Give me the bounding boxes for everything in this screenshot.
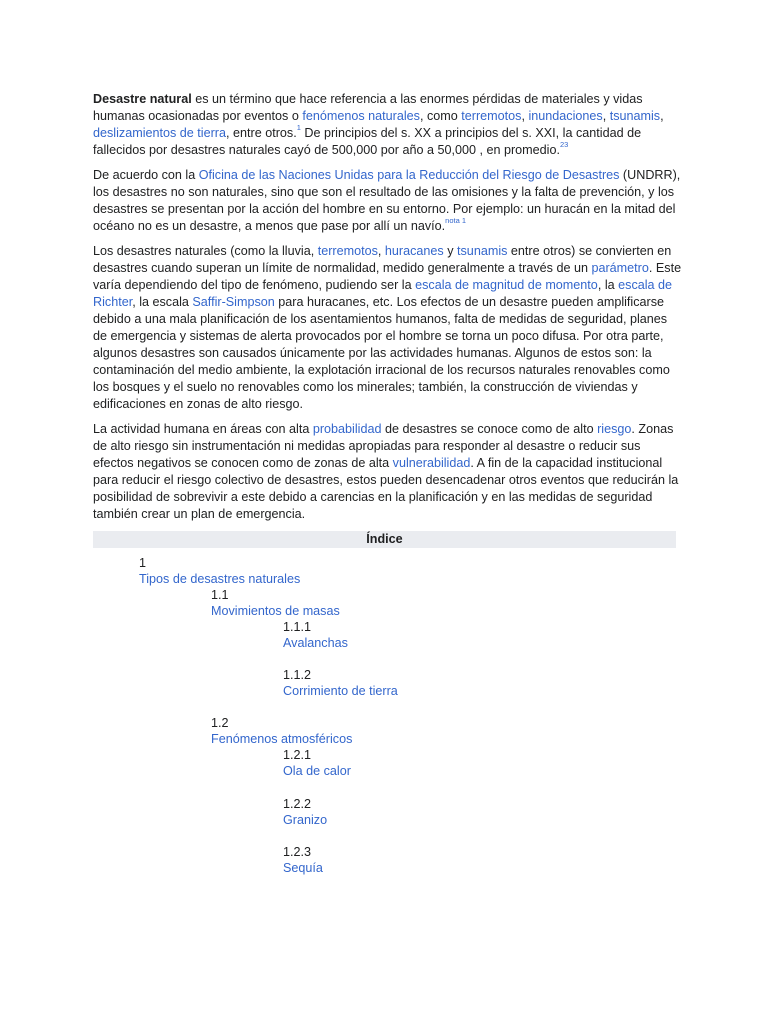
toc-title: Índice: [93, 531, 676, 548]
text-run: es un término que hace referencia a las enormes pérdidas de materiales y vidas humanas ocasionadas por eventos o: [93, 92, 643, 123]
toc-entry-1[interactable]: [139, 555, 300, 587]
text-run: ,: [377, 244, 385, 258]
toc-entry-1-1-1[interactable]: [283, 619, 348, 651]
link-escala-magnitud-momento[interactable]: escala de magnitud de momento: [415, 278, 598, 292]
reference-1[interactable]: 1: [296, 123, 301, 133]
paragraph-desastres-naturales: [93, 243, 683, 413]
link-huracanes[interactable]: huracanes: [384, 244, 444, 258]
paragraph-actividad-humana: [93, 421, 683, 523]
paragraph-undrr: [93, 167, 683, 235]
link-tsunamis[interactable]: tsunamis: [457, 244, 508, 258]
text-run: De acuerdo con la: [93, 168, 199, 182]
toc-link[interactable]: Sequía: [283, 861, 323, 875]
text-run: La actividad humana en áreas con alta: [93, 422, 313, 436]
toc-entry-1-2-3[interactable]: [283, 844, 323, 876]
toc-number: 1.2: [211, 716, 229, 730]
article-body: [93, 91, 683, 898]
toc-link[interactable]: Fenómenos atmosféricos: [211, 732, 353, 746]
toc-entry-1-2-1[interactable]: [283, 747, 351, 779]
text-run: De principios del s. XX a principios del s. XXI, la cantidad de fallecidos por desastres naturales cayó de 500,000 por año a 50,000 , en promedio.: [93, 126, 642, 157]
toc-entry-1-2[interactable]: [211, 715, 352, 747]
text-run: para huracanes, etc. Los efectos de un desastre pueden amplificarse debido a una mala planificación de los asentamientos humanos, falta de medidas de seguridad, planes de emergencia y sistemas de alerta provocados por el hombre se torna un poco difusa. Por otra parte, algunos desastres son causados únicamente por las actividades humanas. Algunos de estos son: la contaminación del medio ambiente, la explotación irracional de los recursos naturales renovables como los bosques y el suelo no renovables como los minerales; también, la construcción de viviendas y edificaciones en zonas de alto riesgo.: [93, 295, 670, 411]
toc-entry-1-2-2[interactable]: [283, 796, 327, 828]
link-vulnerabilidad[interactable]: vulnerabilidad: [392, 456, 471, 470]
link-fenomenos-naturales[interactable]: fenómenos naturales: [302, 109, 420, 123]
toc-number: 1.2.1: [283, 748, 312, 762]
toc-link[interactable]: Granizo: [283, 813, 328, 827]
link-oficina-undrr[interactable]: Oficina de las Naciones Unidas para la Reducción del Riesgo de Desastres: [198, 168, 620, 182]
toc-link[interactable]: Corrimiento de tierra: [283, 684, 398, 698]
paragraph-intro: [93, 91, 683, 159]
text-run: ,: [660, 109, 664, 123]
text-run: , la: [597, 278, 619, 292]
link-terremotos[interactable]: terremotos: [317, 244, 378, 258]
link-saffir-simpson[interactable]: Saffir-Simpson: [192, 295, 275, 309]
reference-23[interactable]: 23: [559, 140, 569, 150]
text-run: . Zonas de alto riesgo sin instrumentación ni medidas apropiadas para responder al desastre o reducir sus efectos negativos se conocen como de zonas de alta: [93, 422, 674, 470]
toc-number: 1: [139, 556, 147, 570]
toc-number: 1.2.3: [283, 845, 312, 859]
text-run: , la escala: [132, 295, 193, 309]
text-run: . A fin de la capacidad institucional para reducir el riesgo colectivo de desastres, estos pueden desencadenar otros eventos que reducirán la posibilidad de sobrevivir a este debido a carencias en la planificación y en las medidas de seguridad también crear un plan de emergencia.: [93, 456, 679, 521]
toc-number: 1.1: [211, 588, 229, 602]
toc-entry-1-1[interactable]: [211, 587, 340, 619]
link-parametro[interactable]: parámetro: [591, 261, 649, 275]
toc-link[interactable]: Tipos de desastres naturales: [139, 572, 301, 586]
link-escala-richter[interactable]: escala de Richter: [93, 278, 673, 309]
link-terremotos[interactable]: terremotos: [461, 109, 522, 123]
link-tsunamis[interactable]: tsunamis: [609, 109, 661, 123]
toc-link[interactable]: Movimientos de masas: [211, 604, 340, 618]
text-run: , como: [419, 109, 462, 123]
text-run: (UNDRR), los desastres no son naturales, sino que son el resultado de las omisiones y la falta de prevención, y los desastres se presentan por la acción del hombre en su entorno. Por ejemplo: un huracán en la mitad del océano no es un desastre, a menos que pase por allí un navío.: [93, 168, 681, 233]
text-run: , entre otros.: [226, 126, 297, 140]
text-run: de desastres se conoce como de alto: [381, 422, 598, 436]
link-deslizamientos-de-tierra[interactable]: deslizamientos de tierra: [93, 126, 226, 140]
link-probabilidad[interactable]: probabilidad: [312, 422, 382, 436]
text-run: ,: [521, 109, 529, 123]
text-run: y: [443, 244, 458, 258]
toc-number: 1.2.2: [283, 797, 312, 811]
link-riesgo[interactable]: riesgo: [597, 422, 632, 436]
toc-number: 1.1.1: [283, 620, 312, 634]
text-run: . Este varía dependiendo del tipo de fenómeno, pudiendo ser la: [93, 261, 682, 292]
toc-number: 1.1.2: [283, 668, 312, 682]
toc-entry-1-1-2[interactable]: [283, 667, 398, 699]
note-1[interactable]: nota 1: [445, 216, 467, 226]
text-run: Los desastres naturales (como la lluvia,: [93, 244, 318, 258]
text-run: entre otros) se convierten en desastres cuando superan un límite de normalidad, medido generalmente a través de un: [93, 244, 672, 275]
table-of-contents: [93, 548, 683, 898]
link-inundaciones[interactable]: inundaciones: [528, 109, 603, 123]
text-run: ,: [602, 109, 610, 123]
toc-link[interactable]: Ola de calor: [283, 764, 351, 778]
bold-term: Desastre natural: [93, 92, 192, 106]
toc-link[interactable]: Avalanchas: [283, 636, 348, 650]
